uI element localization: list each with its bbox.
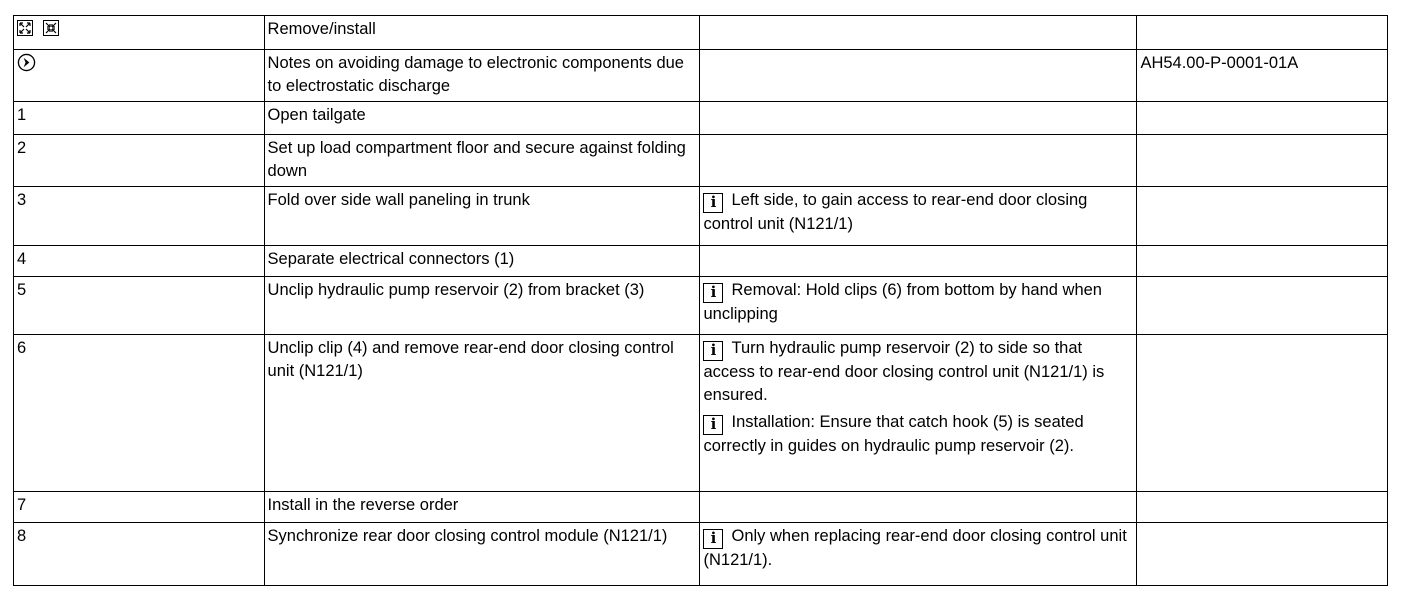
step-reference [1137,102,1388,135]
step-reference [1137,246,1388,277]
esd-icon-cell [14,50,265,102]
step-action: Synchronize rear door closing control module (N121/1) [264,523,700,586]
step-notes [700,492,1137,523]
step-row [14,135,1388,187]
note-item [703,189,1133,236]
info-icon: i [703,193,723,213]
step-action: Open tailgate [264,102,700,135]
info-icon: i [703,283,723,303]
note-item [703,279,1133,326]
esd-empty-note [700,50,1137,102]
install-icon [43,20,59,36]
procedure-table [13,15,1388,586]
esd-note-text: Notes on avoiding damage to electronic components due to electrostatic discharge [264,50,700,102]
step-reference [1137,135,1388,187]
step-notes [700,523,1137,586]
step-number: 7 [14,492,265,523]
step-notes [700,135,1137,187]
step-reference [1137,277,1388,335]
esd-row [14,50,1388,102]
note-item [703,525,1133,572]
note-text: Turn hydraulic pump reservoir (2) to side so that access to rear-end door closing control unit (N121/1) is ensured. [703,339,1105,404]
info-icon: i [703,415,723,435]
step-row [14,335,1388,492]
step-number: 3 [14,187,265,246]
step-number: 1 [14,102,265,135]
step-notes [700,335,1137,492]
step-action: Separate electrical connectors (1) [264,246,700,277]
note-text: Only when replacing rear-end door closing control unit (N121/1). [703,527,1127,569]
step-reference [1137,335,1388,492]
esd-reference-link[interactable]: AH54.00-P-0001-01A [1137,50,1388,102]
step-row [14,492,1388,523]
step-number: 4 [14,246,265,277]
note-item [703,337,1133,407]
note-text: Installation: Ensure that catch hook (5) is seated correctly in guides on hydraulic pump reservoir (2). [703,413,1084,455]
step-reference [1137,523,1388,586]
step-action: Set up load compartment floor and secure against folding down [264,135,700,187]
step-action: Unclip clip (4) and remove rear-end door closing control unit (N121/1) [264,335,700,492]
step-row [14,246,1388,277]
note-text: Left side, to gain access to rear-end door closing control unit (N121/1) [703,191,1088,233]
note-item [703,411,1133,458]
step-row [14,277,1388,335]
step-row [14,102,1388,135]
info-icon: i [703,341,723,361]
step-row [14,187,1388,246]
step-reference [1137,492,1388,523]
header-empty-ref [1137,16,1388,50]
step-action: Fold over side wall paneling in trunk [264,187,700,246]
header-row [14,16,1388,50]
remove-icon [17,20,33,36]
header-icons-cell [14,16,265,50]
step-number: 2 [14,135,265,187]
step-action: Unclip hydraulic pump reservoir (2) from bracket (3) [264,277,700,335]
step-row [14,523,1388,586]
info-icon: i [703,529,723,549]
header-title: Remove/install [264,16,700,50]
step-notes [700,277,1137,335]
step-action: Install in the reverse order [264,492,700,523]
step-number: 5 [14,277,265,335]
header-empty-note [700,16,1137,50]
step-number: 8 [14,523,265,586]
step-notes [700,187,1137,246]
step-notes [700,246,1137,277]
note-text: Removal: Hold clips (6) from bottom by hand when unclipping [703,281,1102,323]
step-notes [700,102,1137,135]
step-reference [1137,187,1388,246]
step-number: 6 [14,335,265,492]
esd-notice-icon [17,53,36,72]
